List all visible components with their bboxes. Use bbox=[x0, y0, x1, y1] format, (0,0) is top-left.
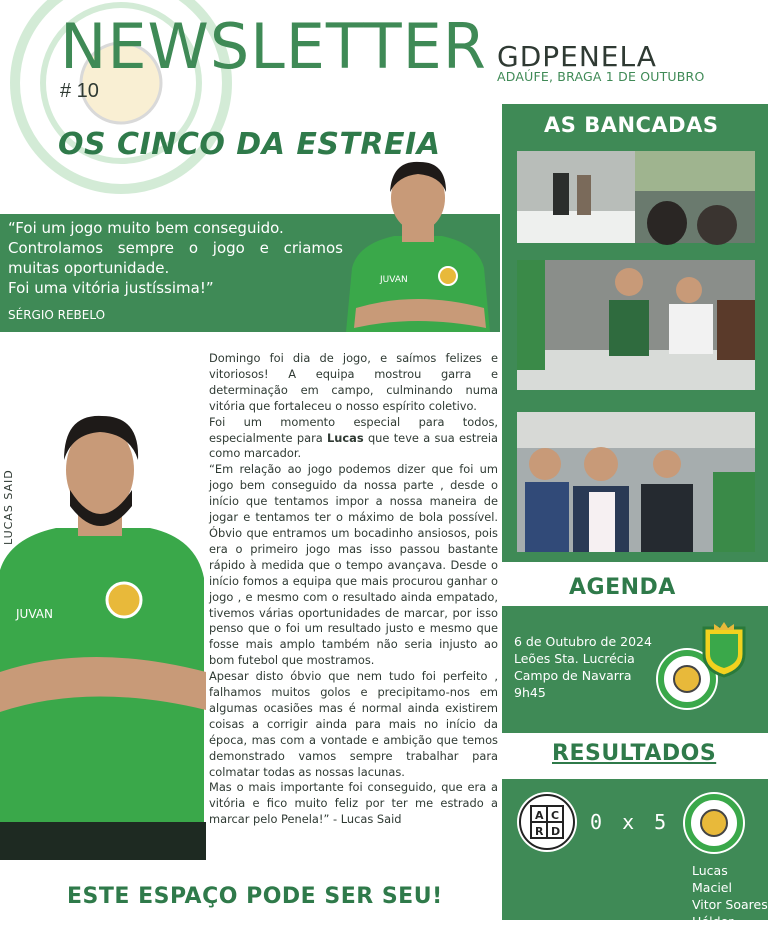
coach-quote bbox=[8, 218, 343, 298]
stands-photo-3 bbox=[517, 412, 755, 552]
acrd-crest-icon bbox=[516, 791, 578, 853]
opponent-crest-icon bbox=[698, 620, 750, 678]
stands-photo-1 bbox=[517, 151, 755, 243]
article-paragraph: Domingo foi dia de jogo, e saímos felizes e vitoriosos! A equipa mostrou garra e determinação em campo, culminando numa vitória que fortaleceu o nosso espírito coletivo. bbox=[209, 351, 498, 413]
scorer: Lucas bbox=[692, 863, 728, 878]
agenda-date: 6 de Outubro de 2024 bbox=[514, 634, 652, 649]
crest-letter: R bbox=[535, 825, 544, 838]
article-paragraph: “Em relação ao jogo podemos dizer que foi um jogo bem conseguido da nossa parte , desde o início que tentamos impor a nossa maneira de jogar e tentamos ter o máximo de bola possível. Óbvio que entramos um bocadinho ansiosos, pois era o primeiro jogo mas isso passou bastante rápido à medida que o tempo avançava. Desde o início fomos a equipa que mais procurou ganhar o jogo , e mesmo com o resultado ainda empatado, tivemos várias oportunidades de marcar, por isso penso que o foi um resultado justo e mesmo que fosse mais amplo também não seria injusto ao bom futebol que mostramos. bbox=[209, 462, 498, 668]
svg-text:JUVAN: JUVAN bbox=[16, 607, 53, 621]
article-paragraph: Apesar disto óbvio que nem tudo foi perfeito , falhamos muitos golos e precipitamo-nos em algumas ocasiões mas é normal ainda existirem coisas a corrigir ainda para mais no início da época, mas com a vontade e ambição que temos demonstrado vamos sempre trabalhar para colmatar todas as nossas lacunas. bbox=[209, 669, 498, 779]
club-crest-icon bbox=[682, 791, 746, 855]
agenda-time: 9h45 bbox=[514, 685, 546, 700]
issue-number: # 10 bbox=[60, 80, 99, 102]
crest-letter: A bbox=[535, 809, 544, 822]
quote-author: SÉRGIO REBELO bbox=[8, 308, 106, 322]
resultados-title: RESULTADOS bbox=[552, 741, 717, 766]
agenda-details bbox=[514, 633, 652, 701]
article-paragraph: Foi um momento especial para todos, especialmente para Lucas que teve a sua estreia como marcador. bbox=[209, 414, 498, 461]
club-name: GDPENELA bbox=[497, 40, 657, 73]
agenda-title: AGENDA bbox=[569, 575, 676, 600]
match-score: 0 x 5 bbox=[590, 810, 671, 834]
player-photo bbox=[0, 410, 206, 860]
article-body bbox=[209, 351, 498, 828]
scorers-list bbox=[692, 862, 768, 930]
stands-photo-2 bbox=[517, 260, 755, 390]
coach-photo bbox=[336, 158, 500, 332]
call-to-action: ESTE ESPAÇO PODE SER SEU! bbox=[67, 884, 443, 909]
agenda-venue: Campo de Navarra bbox=[514, 668, 632, 683]
scorer: Hélder bbox=[692, 914, 734, 929]
quote-line: “Foi um jogo muito bem conseguido. bbox=[8, 219, 284, 237]
article-paragraph: Mas o mais importante foi conseguido, que era a vitória e fico muito feliz por ter me estrado a marcar pelo Penela!” - Lucas Said bbox=[209, 780, 498, 827]
crest-letter: C bbox=[551, 809, 560, 822]
quote-line: Foi uma vitória justíssima!” bbox=[8, 279, 214, 297]
crest-letter: D bbox=[551, 825, 561, 838]
scorer: Vitor Soares bbox=[692, 897, 768, 912]
headline: OS CINCO DA ESTREIA bbox=[58, 127, 441, 162]
quote-line: Controlamos sempre o jogo e criamos muitas oportunidade. bbox=[8, 239, 343, 277]
highlight-name: Lucas bbox=[327, 430, 364, 445]
bancadas-title: AS BANCADAS bbox=[544, 113, 719, 137]
newsletter-title: NEWSLETTER bbox=[60, 10, 487, 83]
player-name-label: LUCAS SAID bbox=[2, 469, 15, 545]
scorer: Maciel bbox=[692, 880, 732, 895]
agenda-opponent: Leões Sta. Lucrécia bbox=[514, 651, 635, 666]
place-date: ADAÚFE, BRAGA 1 DE OUTUBRO bbox=[497, 69, 705, 84]
svg-text:JUVAN: JUVAN bbox=[380, 275, 408, 285]
